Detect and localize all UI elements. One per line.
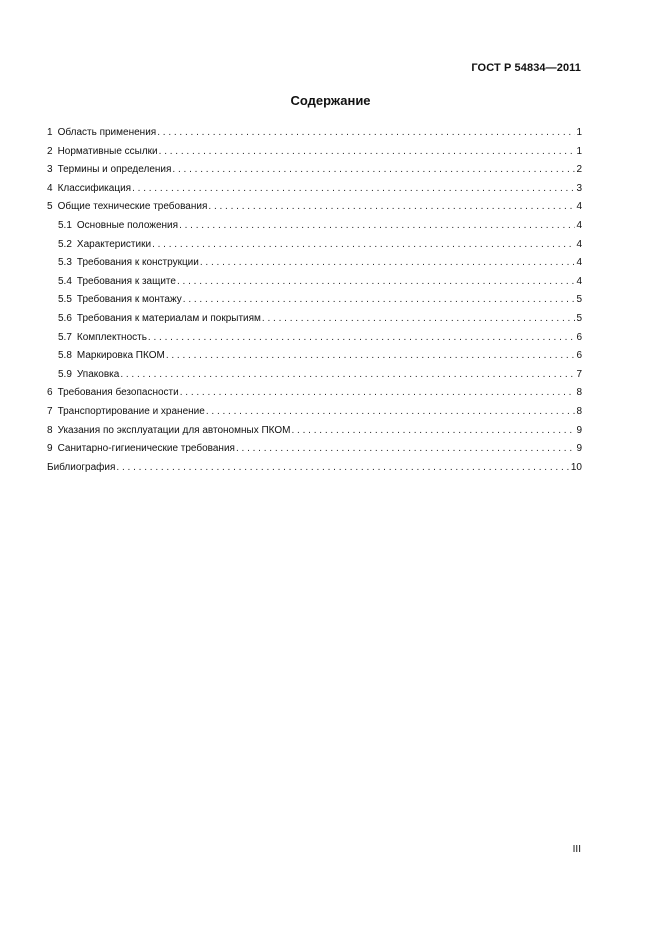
toc-entry-page: 1	[576, 127, 582, 138]
page-title: Содержание	[290, 93, 371, 108]
toc-entry-label: Маркировка ПКОМ	[76, 350, 165, 362]
toc-entry-number: 4	[47, 182, 53, 194]
toc-entry-5-2[interactable]	[47, 236, 582, 255]
toc-entry-page: 8	[576, 405, 582, 417]
toc-entry-5-1[interactable]	[47, 217, 582, 236]
toc-leader-dots	[159, 143, 576, 162]
toc-entry-number: 5.5	[58, 294, 72, 306]
document-code: ГОСТ Р 54834—2011	[471, 62, 581, 74]
toc-entry-number: 7	[47, 405, 53, 417]
toc-leader-dots	[172, 161, 575, 180]
toc-entry-number: 3	[47, 164, 53, 176]
toc-entry-number: 8	[47, 424, 53, 436]
toc-entry-page: 4	[576, 275, 582, 287]
toc-entry-page: 3	[576, 182, 582, 194]
toc-entry-number: 5	[47, 201, 53, 213]
toc-entry-label: Санитарно-гигиенические требования	[57, 443, 235, 455]
toc-entry-number: 9	[47, 443, 53, 455]
toc-leader-dots	[152, 236, 575, 255]
toc-entry-2[interactable]	[47, 143, 582, 162]
toc-entry-5-3[interactable]	[47, 254, 582, 273]
toc-leader-dots	[292, 422, 576, 441]
toc-entry-page: 10	[570, 461, 582, 473]
toc-entry-1[interactable]	[47, 124, 582, 143]
toc-entry-number: 5.6	[58, 312, 72, 324]
toc-entry-number: 5.7	[58, 331, 72, 343]
toc-entry-label: Классификация	[57, 182, 132, 194]
table-of-contents	[47, 124, 582, 477]
toc-entry-4[interactable]	[47, 180, 582, 199]
toc-leader-dots	[208, 198, 575, 217]
toc-leader-dots	[236, 440, 575, 459]
toc-entry-label: Характеристики	[76, 238, 152, 250]
toc-entry-number: 2	[47, 145, 53, 157]
toc-entry-bibliography[interactable]	[47, 459, 582, 478]
toc-entry-label: Упаковка	[76, 368, 120, 380]
toc-entry-number: 6	[47, 387, 53, 399]
toc-leader-dots	[120, 366, 575, 385]
toc-leader-dots	[132, 180, 575, 199]
toc-leader-dots	[206, 403, 576, 422]
toc-entry-5-9[interactable]	[47, 366, 582, 385]
toc-entry-number: 5.9	[58, 368, 72, 380]
toc-entry-page: 4	[576, 257, 582, 269]
toc-entry-label: Общие технические требования	[57, 201, 208, 213]
toc-entry-page: 6	[576, 350, 582, 362]
toc-entry-page: 2	[576, 164, 582, 176]
toc-entry-5-7[interactable]	[47, 329, 582, 348]
toc-entry-number: 5.2	[58, 238, 72, 250]
toc-entry-label: Требования к конструкции	[76, 257, 199, 269]
toc-leader-dots	[183, 291, 576, 310]
toc-entry-number: 5.1	[58, 219, 72, 231]
toc-entry-9[interactable]	[47, 440, 582, 459]
toc-entry-label: Термины и определения	[57, 164, 172, 176]
toc-entry-label: Область применения	[57, 127, 157, 138]
toc-entry-page: 4	[576, 219, 582, 231]
toc-leader-dots	[180, 384, 576, 403]
toc-leader-dots	[262, 310, 576, 329]
toc-entry-5[interactable]	[47, 198, 582, 217]
toc-entry-page: 5	[576, 294, 582, 306]
toc-entry-number: 1	[47, 127, 53, 138]
toc-entry-5-4[interactable]	[47, 273, 582, 292]
toc-entry-6[interactable]	[47, 384, 582, 403]
toc-entry-label: Основные положения	[76, 219, 179, 231]
toc-leader-dots	[157, 124, 575, 143]
toc-entry-label: Комплектность	[76, 331, 147, 343]
toc-entry-page: 9	[576, 424, 582, 436]
toc-leader-dots	[166, 347, 576, 366]
toc-entry-5-8[interactable]	[47, 347, 582, 366]
toc-entry-page: 9	[576, 443, 582, 455]
toc-entry-7[interactable]	[47, 403, 582, 422]
toc-entry-page: 4	[576, 238, 582, 250]
toc-entry-label: Требования к материалам и покрытиям	[76, 312, 261, 324]
toc-leader-dots	[179, 217, 575, 236]
toc-entry-page: 8	[576, 387, 582, 399]
toc-entry-5-6[interactable]	[47, 310, 582, 329]
toc-leader-dots	[200, 254, 576, 273]
toc-entry-page: 1	[576, 145, 582, 157]
toc-entry-page: 4	[576, 201, 582, 213]
toc-entry-3[interactable]	[47, 161, 582, 180]
toc-entry-page: 7	[576, 368, 582, 380]
toc-entry-label: Требования к монтажу	[76, 294, 182, 306]
toc-entry-number: 5.3	[58, 257, 72, 269]
toc-leader-dots	[116, 459, 569, 478]
toc-entry-number: 5.4	[58, 275, 72, 287]
toc-entry-label: Транспортирование и хранение	[57, 405, 205, 417]
page-number: III	[572, 844, 581, 855]
toc-leader-dots	[148, 329, 576, 348]
toc-entry-label: Требования к защите	[76, 275, 176, 287]
toc-entry-label: Нормативные ссылки	[57, 145, 158, 157]
toc-entry-number: 5.8	[58, 350, 72, 362]
toc-entry-label: Требования безопасности	[57, 387, 179, 399]
toc-entry-page: 5	[576, 312, 582, 324]
toc-entry-label: Указания по эксплуатации для автономных ПКОМ	[57, 424, 291, 436]
toc-entry-5-5[interactable]	[47, 291, 582, 310]
toc-entry-label: Библиография	[47, 461, 116, 473]
toc-leader-dots	[177, 273, 575, 292]
toc-entry-8[interactable]	[47, 422, 582, 441]
toc-entry-page: 6	[576, 331, 582, 343]
